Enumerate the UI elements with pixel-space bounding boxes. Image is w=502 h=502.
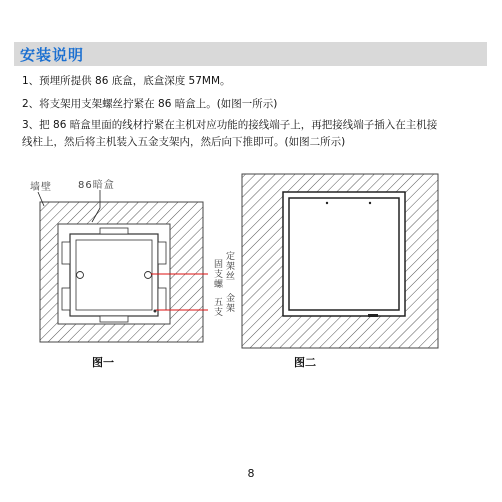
label-86-box: 86暗盒 <box>78 180 115 191</box>
figure2-host <box>283 192 405 317</box>
label-wall: 墙壁 <box>30 182 52 193</box>
label-bracket-col-1: 金 架 <box>226 294 236 314</box>
installation-figures <box>0 162 480 372</box>
section-title: 安装说明 <box>20 46 85 64</box>
label-bracket-col-2: 五 支 <box>214 298 224 318</box>
step-1: 1、预埋所提供 86 底盒，底盒深度 57MM。 <box>22 75 231 87</box>
step-2: 2、将支架用支架螺丝拧紧在 86 暗盒上。(如图一所示) <box>22 98 278 110</box>
installation-diagram <box>0 162 480 372</box>
figure2-caption: 图二 <box>294 356 316 369</box>
label-screw-col-2: 固 支 螺 <box>214 260 224 290</box>
label-screw-col-1: 定 架 丝 <box>226 252 236 282</box>
page-number: 8 <box>247 467 255 480</box>
section-title-bar <box>14 42 487 66</box>
step-3-line-1: 3、把 86 暗盒里面的线材拧紧在主机对应功能的接线端子上，再把接线端子插入在主机接 <box>22 119 438 131</box>
step-3-line-2: 线柱上，然后将主机装入五金支架内，然后向下推即可。(如图二所示) <box>22 136 346 148</box>
figure1-caption: 图一 <box>92 356 114 369</box>
figure1-bracket <box>62 228 166 322</box>
